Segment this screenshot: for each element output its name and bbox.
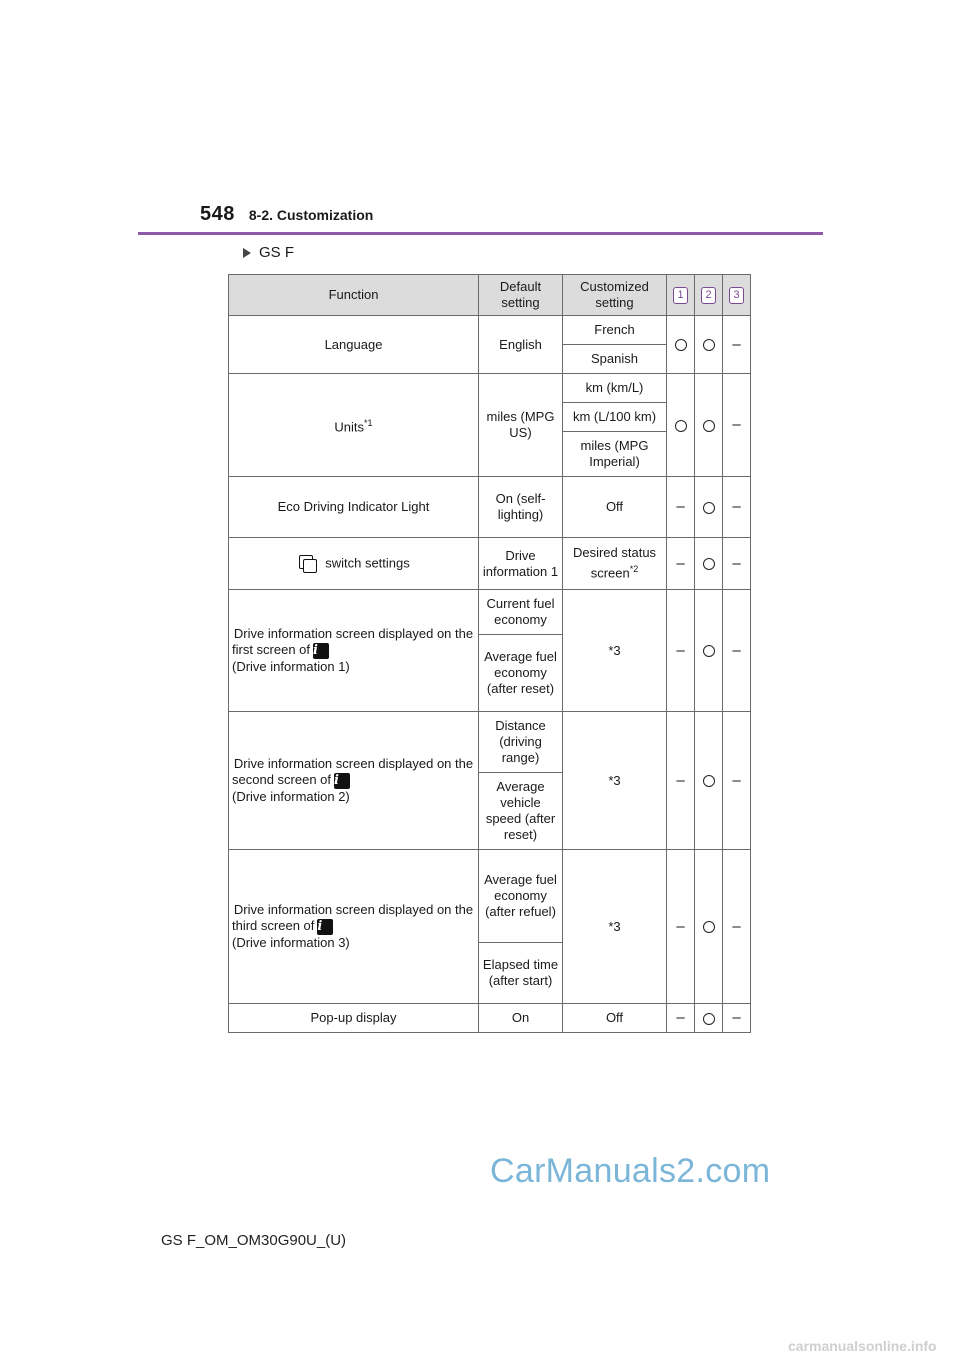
dash-mark: – <box>676 641 685 659</box>
number-badge-3: 3 <box>729 287 744 304</box>
mark-cell-3 <box>723 850 751 1004</box>
mark-cell-1 <box>667 850 695 1004</box>
function-cell: Pop-up display <box>229 1004 479 1033</box>
mark-cell-1 <box>667 712 695 850</box>
table-row-drive-info-3 <box>229 850 751 943</box>
header-col-3 <box>723 275 751 316</box>
circle-mark-icon <box>703 921 715 933</box>
table-row-drive-info-2 <box>229 712 751 773</box>
page-number: 548 <box>200 203 235 225</box>
function-cell <box>229 712 479 850</box>
circle-mark-icon <box>703 775 715 787</box>
option-cell: Off <box>563 477 667 538</box>
header-default: Default setting <box>479 275 563 316</box>
mark-cell-2 <box>695 590 723 712</box>
function-text: Drive information screen displayed on the first screen of <box>232 626 474 658</box>
dash-mark: – <box>732 641 741 659</box>
model-label <box>243 244 294 261</box>
dash-mark: – <box>732 1009 741 1026</box>
dash-mark: – <box>732 554 741 572</box>
mark-cell-2 <box>695 1004 723 1033</box>
table-row-units <box>229 374 751 403</box>
option-cell: km (km/L) <box>563 374 667 403</box>
dash-mark: – <box>676 771 685 789</box>
table-row-popup <box>229 1004 751 1033</box>
mark-cell-3 <box>723 712 751 850</box>
number-badge-1: 1 <box>673 287 688 304</box>
default-cell: Current fuel economy <box>479 590 563 635</box>
function-cell <box>229 850 479 1004</box>
header-col-1 <box>667 275 695 316</box>
mark-cell-3 <box>723 1004 751 1033</box>
circle-mark-icon <box>703 502 715 514</box>
mark-cell-2 <box>695 477 723 538</box>
default-cell: Average fuel economy (after refuel) <box>479 850 563 943</box>
info-icon: i <box>317 919 333 935</box>
model-label-text: GS F <box>259 244 295 261</box>
default-cell: On <box>479 1004 563 1033</box>
dash-mark: – <box>676 498 685 515</box>
option-cell: *3 <box>563 850 667 1004</box>
mark-cell-1 <box>667 316 695 374</box>
function-text: Drive information screen displayed on the second screen of <box>232 756 474 788</box>
option-cell: miles (MPG Imperial) <box>563 432 667 477</box>
function-text: Drive information screen displayed on the third screen of <box>232 902 474 934</box>
mark-cell-1 <box>667 374 695 477</box>
option-cell: *3 <box>563 712 667 850</box>
function-cell <box>229 538 479 590</box>
mark-cell-1 <box>667 477 695 538</box>
header-col-2 <box>695 275 723 316</box>
option-text: Desired status screen <box>572 545 657 581</box>
circle-mark-icon <box>703 1013 715 1025</box>
table-row-drive-info-1 <box>229 590 751 635</box>
default-cell: Average vehicle speed (after reset) <box>479 773 563 850</box>
function-subtitle: (Drive information 2) <box>232 788 350 804</box>
mark-cell-2 <box>695 850 723 1004</box>
dash-mark: – <box>732 498 741 515</box>
option-cell: km (L/100 km) <box>563 403 667 432</box>
header-function: Function <box>229 275 479 316</box>
default-cell: English <box>479 316 563 374</box>
mark-cell-1 <box>667 1004 695 1033</box>
table-row-eco <box>229 477 751 538</box>
dash-mark: – <box>676 554 685 572</box>
function-subtitle: (Drive information 1) <box>232 658 350 674</box>
table-row-switch <box>229 538 751 590</box>
footnote-marker: *2 <box>629 564 639 575</box>
function-subtitle: (Drive information 3) <box>232 934 350 950</box>
section-title: 8-2. Customization <box>248 207 374 223</box>
dash-mark: – <box>676 1009 685 1026</box>
option-cell: *3 <box>563 590 667 712</box>
customization-table <box>228 274 751 1033</box>
dash-mark: – <box>732 771 741 789</box>
document-code: GS F_OM_OM30G90U_(U) <box>161 1232 347 1249</box>
circle-mark-icon <box>703 420 715 432</box>
option-cell: French <box>563 316 667 345</box>
dash-mark: – <box>676 917 685 935</box>
arrow-right-icon <box>243 248 251 258</box>
switch-icon <box>297 554 319 574</box>
mark-cell-3 <box>723 538 751 590</box>
circle-mark-icon <box>675 339 687 351</box>
mark-cell-1 <box>667 538 695 590</box>
default-cell: Elapsed time (after start) <box>479 943 563 1004</box>
header-rule <box>138 232 823 235</box>
table-header-row <box>229 275 751 316</box>
header-customized: Customized setting <box>563 275 667 316</box>
footnote-marker: *1 <box>364 417 373 428</box>
mark-cell-2 <box>695 712 723 850</box>
function-cell: Language <box>229 316 479 374</box>
mark-cell-2 <box>695 374 723 477</box>
mark-cell-3 <box>723 477 751 538</box>
circle-mark-icon <box>703 339 715 351</box>
page-header <box>200 203 373 226</box>
footer-site: carmanualsonline.info <box>788 1338 937 1354</box>
info-icon: i <box>313 643 329 659</box>
mark-cell-3 <box>723 590 751 712</box>
circle-mark-icon <box>703 558 715 570</box>
table-row-language <box>229 316 751 345</box>
watermark-logo: CarManuals2.com <box>490 1152 771 1190</box>
mark-cell-1 <box>667 590 695 712</box>
mark-cell-3 <box>723 374 751 477</box>
circle-mark-icon <box>703 645 715 657</box>
circle-mark-icon <box>675 420 687 432</box>
function-cell <box>229 374 479 477</box>
option-cell: Spanish <box>563 345 667 374</box>
option-cell <box>563 538 667 590</box>
default-cell: Drive information 1 <box>479 538 563 590</box>
function-cell <box>229 590 479 712</box>
mark-cell-2 <box>695 538 723 590</box>
dash-mark: – <box>732 917 741 935</box>
option-cell: Off <box>563 1004 667 1033</box>
number-badge-2: 2 <box>701 287 716 304</box>
mark-cell-2 <box>695 316 723 374</box>
function-text: Units <box>334 419 365 435</box>
dash-mark: – <box>732 416 741 433</box>
default-cell: Average fuel economy (after reset) <box>479 635 563 712</box>
function-text: switch settings <box>325 554 410 570</box>
default-cell: Distance (driving range) <box>479 712 563 773</box>
info-icon: i <box>334 773 350 789</box>
mark-cell-3 <box>723 316 751 374</box>
function-cell: Eco Driving Indicator Light <box>229 477 479 538</box>
default-cell: On (self-lighting) <box>479 477 563 538</box>
dash-mark: – <box>732 335 741 353</box>
default-cell: miles (MPG US) <box>479 374 563 477</box>
